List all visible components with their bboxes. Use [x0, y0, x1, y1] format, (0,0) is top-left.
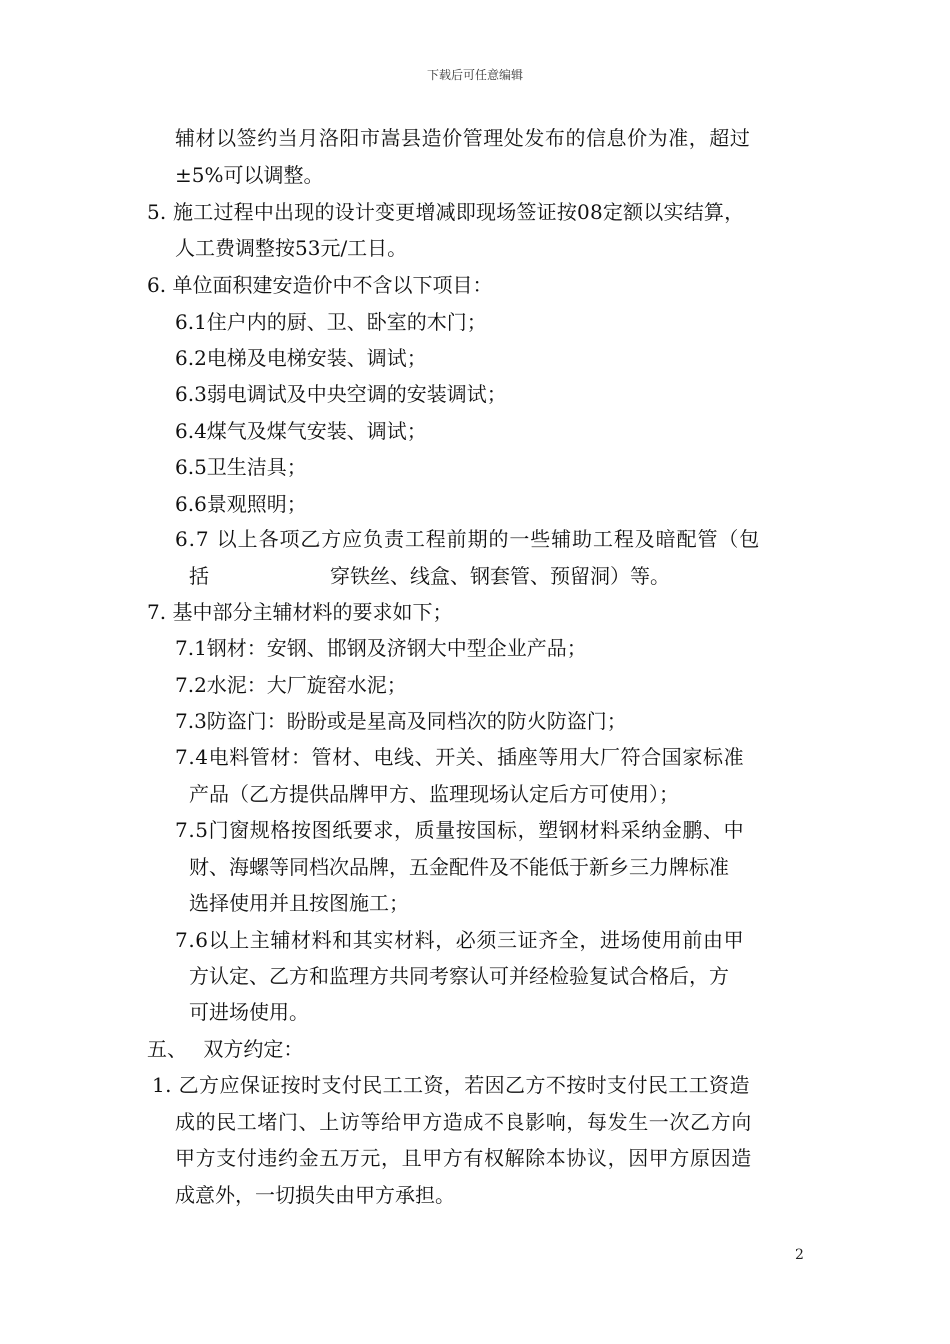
text-line: 7.6以上主辅材料和其实材料，必须三证齐全，进场使用前由甲	[175, 928, 745, 952]
text-line: 7.5门窗规格按图纸要求，质量按国标，塑钢材料采纳金鹏、中	[175, 818, 745, 842]
text-line: 产品（乙方提供品牌甲方、监理现场认定后方可使用）；	[189, 782, 679, 806]
text-line: 6.3弱电调试及中央空调的安装调试；	[175, 382, 507, 406]
text-line: 6.5卫生洁具；	[175, 455, 307, 479]
text-line: 甲方支付违约金五万元，且甲方有权解除本协议，因甲方原因造	[175, 1146, 752, 1170]
text-line: 6.7 以上各项乙方应负责工程前期的一些辅助工程及暗配管（包	[175, 527, 761, 551]
text-line: 1. 乙方应保证按时支付民工工资，若因乙方不按时支付民工工资造	[152, 1073, 750, 1097]
text-line: 可进场使用。	[189, 1000, 309, 1024]
text-line: 财、海螺等同档次品牌，五金配件及不能低于新乡三力牌标准	[189, 855, 729, 879]
text-line: 穿铁丝、线盒、钢套管、预留洞）等。	[330, 564, 670, 588]
text-line: 7.4电料管材：管材、电线、开关、插座等用大厂符合国家标准	[175, 745, 745, 769]
text-line: 方认定、乙方和监理方共同考察认可并经检验复试合格后，方	[189, 964, 729, 988]
text-line: 成意外，一切损失由甲方承担。	[175, 1183, 455, 1207]
text-line: 括	[189, 564, 209, 588]
text-line: 6.2电梯及电梯安装、调试；	[175, 346, 427, 370]
text-line: 6. 单位面积建安造价中不含以下项目：	[147, 273, 493, 297]
text-line: 人工费调整按53元/工日。	[175, 236, 408, 260]
text-line: 6.6景观照明；	[175, 492, 307, 516]
text-line: 5. 施工过程中出现的设计变更增减即现场签证按08定额以实结算，	[147, 200, 745, 224]
section-heading: 五、 双方约定：	[147, 1037, 304, 1061]
text-line: 7.1钢材：安钢、邯钢及济钢大中型企业产品；	[175, 636, 587, 660]
text-line: 辅材以签约当月洛阳市嵩县造价管理处发布的信息价为准，超过	[175, 126, 751, 150]
text-line: 7.3防盗门：盼盼或是星高及同档次的防火防盗门；	[175, 709, 627, 733]
text-line: 选择使用并且按图施工；	[189, 891, 409, 915]
text-line: 6.1住户内的厨、卫、卧室的木门；	[175, 310, 487, 334]
text-line: 6.4煤气及煤气安装、调试；	[175, 419, 427, 443]
page-number: 2	[795, 1247, 804, 1263]
text-line: 成的民工堵门、上访等给甲方造成不良影响，每发生一次乙方向	[175, 1110, 752, 1134]
text-line: 7.2水泥：大厂旋窑水泥；	[175, 673, 407, 697]
text-line: 7. 基中部分主辅材料的要求如下；	[147, 600, 453, 624]
text-line: ±5%可以调整。	[175, 163, 324, 187]
page-header: 下载后可任意编辑	[426, 68, 523, 82]
